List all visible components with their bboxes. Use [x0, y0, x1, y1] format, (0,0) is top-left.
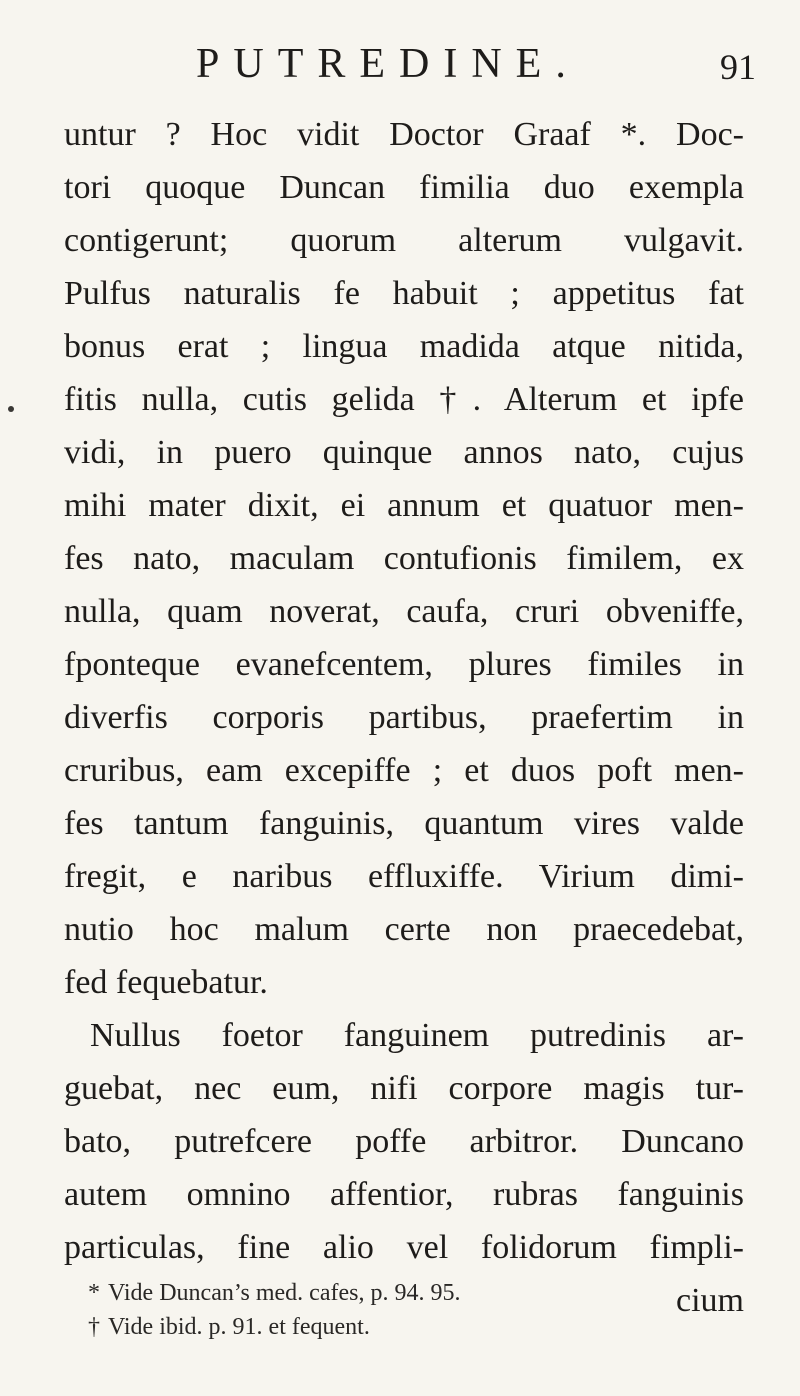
text-line: mihi mater dixit, ei annum et quatuor men-	[64, 487, 744, 524]
text-line: fponteque evanefcentem, plures fimiles in	[64, 646, 744, 683]
body-text	[64, 108, 744, 1327]
footnote-text: Vide Duncan’s med. cafes, p. 94. 95.	[108, 1280, 461, 1306]
margin-dot	[8, 406, 14, 412]
text-line: fregit, e naribus effluxiffe. Virium dimi-	[64, 858, 744, 895]
footnote-text: Vide ibid. p. 91. et fequent.	[108, 1314, 370, 1340]
footnote	[88, 1276, 688, 1310]
footnote-mark: *	[88, 1280, 100, 1306]
text-line: tori quoque Duncan fimilia duo exempla	[64, 169, 744, 206]
footnotes	[88, 1276, 688, 1344]
text-line: nutio hoc malum certe non praecedebat,	[64, 911, 744, 948]
text-line: fes tantum fanguinis, quantum vires valde	[64, 805, 744, 842]
text-line: bato, putrefcere poffe arbitror. Duncano	[64, 1123, 744, 1160]
paragraph-end-line: fed fequebatur.	[64, 964, 268, 1001]
text-line: fes nato, maculam contufionis fimilem, ex	[64, 540, 744, 577]
text-line: cruribus, eam excepiffe ; et duos poft men-	[64, 752, 744, 789]
footnote	[88, 1310, 688, 1344]
text-line: Pulfus naturalis fe habuit ; appetitus fat	[64, 275, 744, 312]
catchword: cium	[676, 1282, 744, 1319]
text-line: untur ? Hoc vidit Doctor Graaf *. Doc-	[64, 116, 744, 153]
text-line: bonus erat ; lingua madida atque nitida,	[64, 328, 744, 365]
running-head	[196, 40, 756, 100]
text-line: nulla, quam noverat, caufa, cruri obveniffe,	[64, 593, 744, 630]
text-line: particulas, fine alio vel folidorum fimpli-	[64, 1229, 744, 1266]
text-line: vidi, in puero quinque annos nato, cujus	[64, 434, 744, 471]
text-line: fitis nulla, cutis gelida †. Alterum et ipfe	[64, 381, 744, 418]
text-line: contigerunt; quorum alterum vulgavit.	[64, 222, 744, 259]
running-title: PUTREDINE.	[196, 41, 580, 87]
paragraph-start-line: Nullus foetor fanguinem putredinis ar-	[90, 1017, 744, 1054]
text-line: autem omnino affentior, rubras fanguinis	[64, 1176, 744, 1213]
text-line: guebat, nec eum, nifi corpore magis tur-	[64, 1070, 744, 1107]
page-number: 91	[720, 47, 756, 87]
text-line: diverfis corporis partibus, praefertim in	[64, 699, 744, 736]
footnote-mark: †	[88, 1314, 100, 1340]
